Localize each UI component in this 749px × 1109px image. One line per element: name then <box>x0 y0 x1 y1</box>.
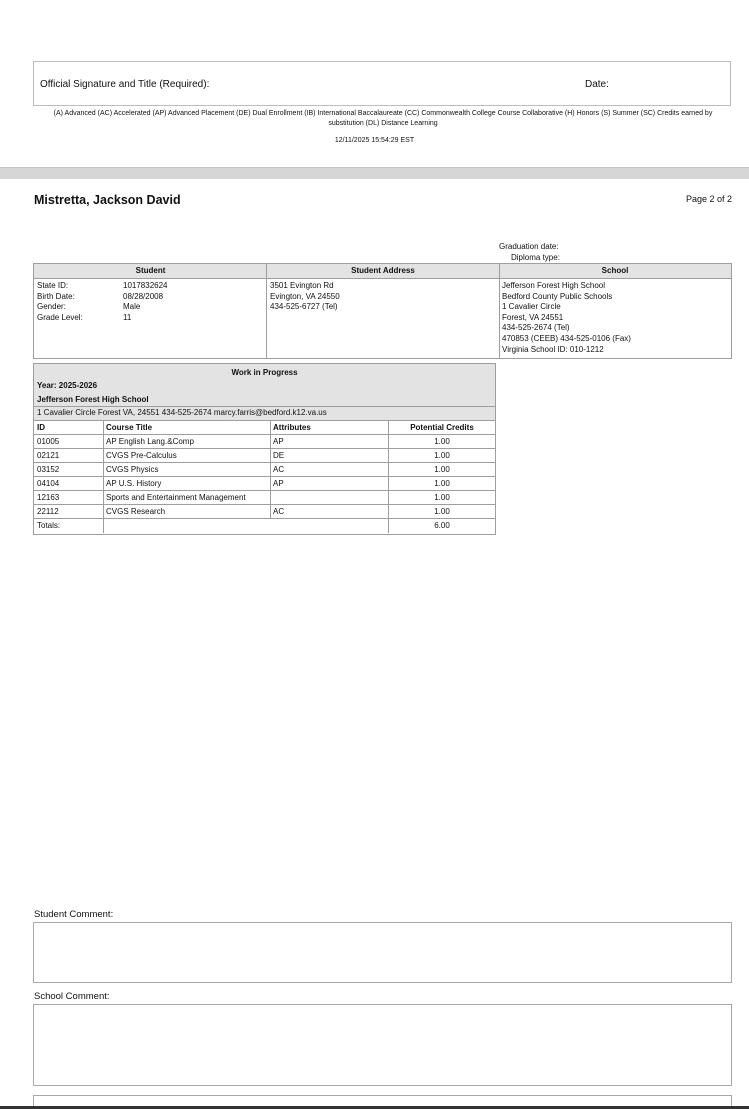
column-divider <box>388 421 389 533</box>
totals-value: 6.00 <box>434 521 450 530</box>
grade-level-row <box>37 313 168 324</box>
course-credits: 1.00 <box>434 493 450 502</box>
attribute-legend: (A) Advanced (AC) Accelerated (AP) Advanced Placement (DE) Dual Enrollment (IB) International Baccalaureate (CC) Commonwealth College Course Collaborative (H) Honors (S) Summer (SC) Credits earned by substitution (DL) Distance Learning <box>53 110 713 127</box>
course-title: CVGS Physics <box>106 465 159 474</box>
column-divider <box>499 264 500 358</box>
gender-value: Male <box>123 302 141 312</box>
course-id: 04104 <box>37 479 60 488</box>
student-column-header: Student <box>34 264 267 279</box>
print-timestamp: 12/11/2025 15:54:29 EST <box>334 137 415 144</box>
grade-level-label: Grade Level: <box>37 312 83 322</box>
wip-year: Year: 2025-2026 <box>37 381 98 390</box>
state-id-value: 1017832624 <box>123 281 168 290</box>
signature-box <box>33 61 731 106</box>
id-column-header: ID <box>37 423 45 432</box>
diploma-type-label: Diploma type: <box>511 253 560 262</box>
wip-school-name: Jefferson Forest High School <box>37 395 149 404</box>
course-title-column-header: Course Title <box>106 423 153 432</box>
address-column-header: Student Address <box>267 264 499 279</box>
course-title: AP English Lang.&Comp <box>106 437 194 446</box>
column-divider <box>270 421 271 518</box>
address-line: Evington, VA 24550 <box>270 291 340 301</box>
student-name: Mistretta, Jackson David <box>34 193 181 207</box>
course-credits: 1.00 <box>434 479 450 488</box>
student-address <box>270 281 340 358</box>
page-break <box>0 168 749 179</box>
wip-school-address-row <box>34 406 495 420</box>
course-attribute: AC <box>273 507 285 516</box>
course-credits: 1.00 <box>434 451 450 460</box>
course-attribute: AP <box>273 437 284 446</box>
graduation-date-label: Graduation date: <box>499 242 559 251</box>
course-credits: 1.00 <box>434 465 450 474</box>
course-id: 03152 <box>37 465 60 474</box>
address-phone: 434-525-6727 (Tel) <box>270 302 338 312</box>
wip-title: Work in Progress <box>231 368 298 377</box>
school-line: 470853 (CEEB) 434-525-0106 (Fax) <box>502 333 631 343</box>
date-label: Date: <box>585 79 609 90</box>
grade-level-value: 11 <box>123 312 132 322</box>
school-line: Forest, VA 24551 <box>502 312 564 322</box>
course-title: AP U.S. History <box>106 479 162 488</box>
birth-date-value: 08/28/2008 <box>123 291 164 301</box>
column-divider <box>103 421 104 533</box>
course-attribute: AP <box>273 479 284 488</box>
school-line: 434-525-2674 (Tel) <box>502 323 570 333</box>
school-line: 1 Cavalier Circle <box>502 302 561 312</box>
course-attribute: AC <box>273 465 285 474</box>
course-id: 12163 <box>37 493 60 502</box>
gender-row <box>37 302 168 313</box>
signature-label: Official Signature and Title (Required): <box>40 79 210 90</box>
student-info-table <box>33 263 732 359</box>
address-line: 3501 Evington Rd <box>270 281 334 290</box>
course-title: Sports and Entertainment Management <box>106 493 246 502</box>
school-info <box>502 281 631 358</box>
attributes-column-header: Attributes <box>273 423 311 432</box>
page-number: Page 2 of 2 <box>685 194 732 204</box>
course-id: 22112 <box>37 507 59 516</box>
course-id: 02121 <box>37 451 60 460</box>
course-credits: 1.00 <box>434 437 450 446</box>
birth-date-label: Birth Date: <box>37 291 75 301</box>
birth-date-row <box>37 292 168 303</box>
gender-label: Gender: <box>37 302 66 312</box>
column-divider <box>266 264 267 358</box>
wip-school-address: 1 Cavalier Circle Forest VA, 24551 434-525-2674 marcy.farris@bedford.k12.va.us <box>37 408 327 417</box>
state-id-row <box>37 281 168 292</box>
work-in-progress-table <box>33 363 496 535</box>
course-attribute: DE <box>273 451 285 460</box>
student-fields <box>37 281 168 358</box>
school-comment-label: School Comment: <box>34 991 110 1002</box>
school-line: Virginia School ID: 010-1212 <box>502 344 604 354</box>
state-id-label: State ID: <box>37 281 69 290</box>
course-title: CVGS Research <box>106 507 166 516</box>
school-comment-box[interactable] <box>33 1004 732 1086</box>
school-line: Jefferson Forest High School <box>502 281 606 290</box>
student-comment-label: Student Comment: <box>34 909 114 920</box>
student-comment-box[interactable] <box>33 922 732 983</box>
school-line: Bedford County Public Schools <box>502 291 613 301</box>
school-column-header: School <box>499 264 731 279</box>
course-credits: 1.00 <box>434 507 450 516</box>
totals-label: Totals: <box>37 521 61 530</box>
potential-credits-column-header: Potential Credits <box>410 423 474 432</box>
course-title: CVGS Pre-Calculus <box>106 451 177 460</box>
course-id: 01005 <box>37 437 60 446</box>
